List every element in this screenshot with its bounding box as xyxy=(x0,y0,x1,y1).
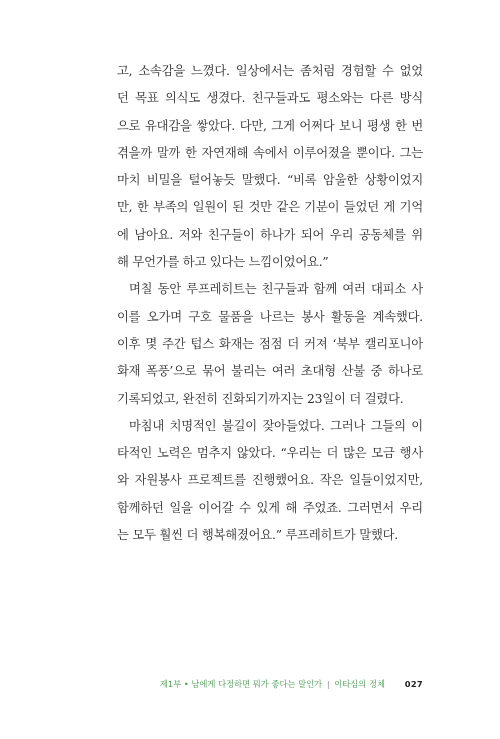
text-line: 마침내 치명적인 불길이 잦아들었다. 그러나 그들의 이 xyxy=(129,418,423,433)
chapter-title: 남에게 다정하면 뭐가 좋다는 말인가 xyxy=(191,679,323,689)
text-line: 화재 폭풍’으로 묶어 불리는 여러 초대형 산불 중 하나로 xyxy=(117,364,423,379)
text-line: 는 모두 훨씬 더 행복해졌어요.” 루프레히트가 말했다. xyxy=(117,528,399,543)
text-line: 고, 소속감을 느꼈다. 일상에서는 좀처럼 경험할 수 없었 xyxy=(117,64,423,78)
part-label: 제1부 xyxy=(159,679,182,689)
running-head xyxy=(160,677,385,691)
text-line: 이를 오가며 구호 물품을 나르는 봉사 활동을 계속했다. xyxy=(117,309,423,324)
text-line: 던 목표 의식도 생겼다. 친구들과도 평소와는 다른 방식 xyxy=(117,91,423,106)
text-line: 마치 비밀을 털어놓듯 말했다. “비록 암울한 상황이었지 xyxy=(117,173,423,188)
section-title: 이타심의 정체 xyxy=(334,679,385,689)
text-line: 만, 한 부족의 일원이 된 것만 같은 기분이 들었던 게 기억 xyxy=(117,200,423,215)
page-number: 027 xyxy=(404,679,423,689)
text-line: 기록되었고, 완전히 진화되기까지는 23일이 더 걸렸다. xyxy=(117,391,404,406)
divider: | xyxy=(326,679,330,689)
text-line: 겪을까 말까 한 자연재해 속에서 이루어졌을 뿐이다. 그는 xyxy=(117,145,423,160)
text-line: 으로 유대감을 쌓았다. 다만, 그게 어쩌다 보니 평생 한 번 xyxy=(117,118,423,133)
text-line: 해 무언가를 하고 있다는 느낌이었어요.” xyxy=(117,255,329,270)
body-text xyxy=(117,58,423,549)
text-line: 에 남아요. 저와 친구들이 하나가 되어 우리 공동체를 위 xyxy=(117,227,423,242)
text-line: 타적인 노력은 멈추지 않았다. “우리는 더 많은 모금 행사 xyxy=(117,446,423,461)
text-line: 함께하던 일을 이어갈 수 있게 해 주었죠. 그러면서 우리 xyxy=(117,500,423,515)
text-line: 이후 몇 주간 텁스 화재는 점점 더 커져 ‘북부 캘리포니아 xyxy=(117,336,423,351)
text-line: 며칠 동안 루프레히트는 친구들과 함께 여러 대피소 사 xyxy=(129,282,423,297)
bullet-separator: • xyxy=(183,679,189,689)
text-line: 와 자원봉사 프로젝트를 진행했어요. 작은 일들이었지만, xyxy=(117,473,423,488)
page-footer xyxy=(117,677,423,691)
